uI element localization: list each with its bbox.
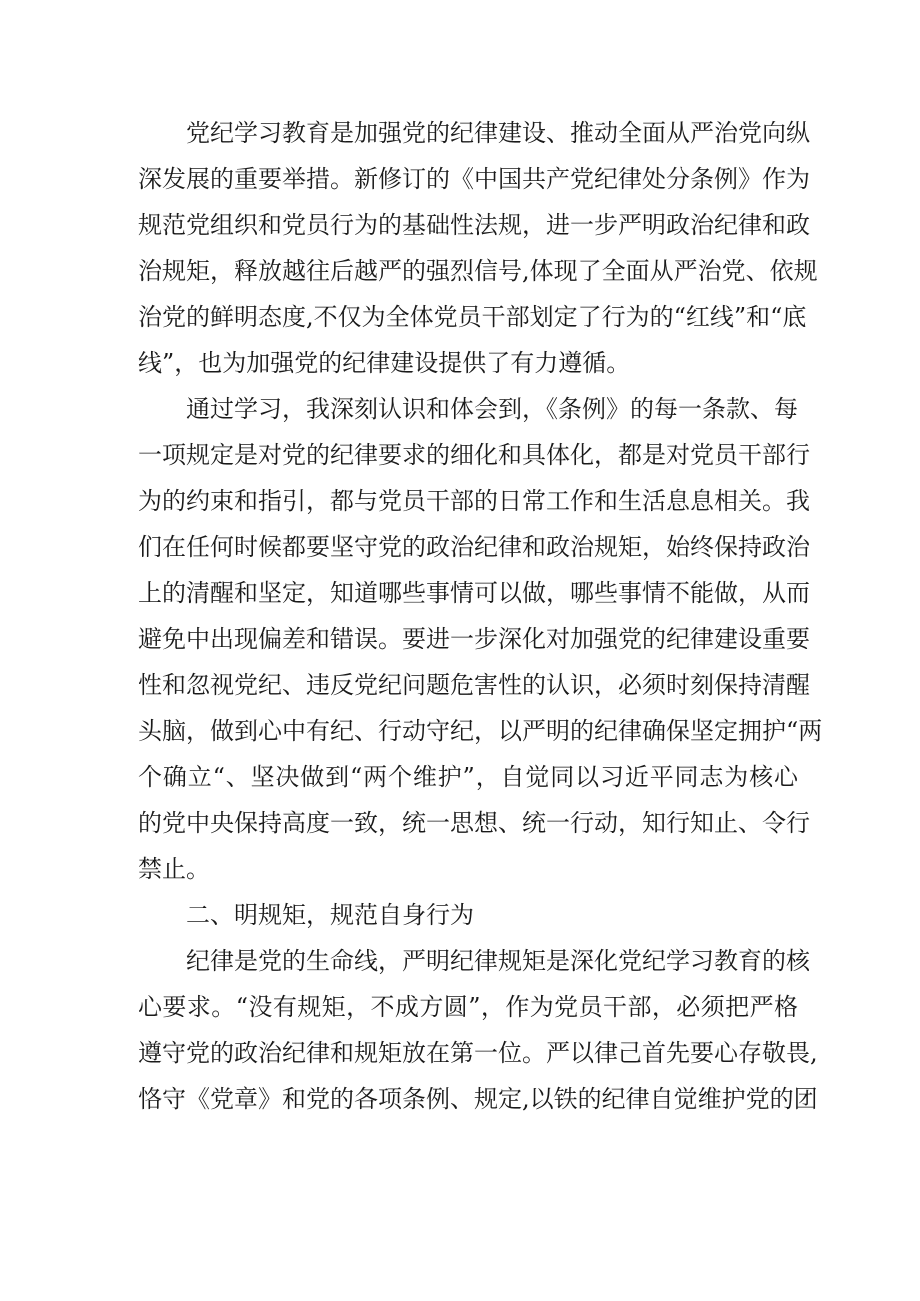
section-heading: 二、明规矩，规范自身行为 (186, 901, 474, 929)
paragraph-discipline-education (138, 110, 818, 386)
paragraph-line: 头脑，做到心中有纪、行动守纪，以严明的纪律确保坚定拥护“两 (138, 717, 823, 745)
paragraph-line: 避免中出现偏差和错误。要进一步深化对加强党的纪律建设重要 (138, 625, 810, 653)
paragraph-line: 禁止。 (138, 855, 210, 883)
paragraph-line: 通过学习，我深刻认识和体会到，《条例》的每一条款、每 (186, 395, 798, 423)
paragraph-line: 性和忽视党纪、违反党纪问题危害性的认识，必须时刻保持清醒 (138, 671, 810, 699)
paragraph-line: 治党的鲜明态度,不仅为全体党员干部划定了行为的“红线”和“底 (138, 303, 807, 331)
paragraph-line: 为的约束和指引，都与党员干部的日常工作和生活息息相关。我 (138, 487, 810, 515)
paragraph-line: 的党中央保持高度一致，统一思想、统一行动，知行知止、令行 (138, 809, 810, 837)
paragraph-line: 恪守《党章》和党的各项条例、规定,以铁的纪律自觉维护党的团 (138, 1085, 818, 1113)
paragraph-study-understanding (138, 386, 823, 892)
paragraph-line: 一项规定是对党的纪律要求的细化和具体化，都是对党员干部行 (138, 441, 810, 469)
document-body (138, 110, 823, 1122)
paragraph-line: 党纪学习教育是加强党的纪律建设、推动全面从严治党向纵 (186, 119, 810, 147)
paragraph-line: 心要求。“没有规矩，不成方圆”，作为党员干部，必须把严格 (138, 993, 798, 1021)
paragraph-line: 遵守党的政治纪律和规矩放在第一位。严以律己首先要心存敬畏, (138, 1039, 818, 1067)
paragraph-line: 规范党组织和党员行为的基础性法规，进一步严明政治纪律和政 (138, 211, 810, 239)
paragraph-discipline-rules (138, 938, 818, 1122)
paragraph-line: 深发展的重要举措。新修订的《中国共产党纪律处分条例》作为 (138, 165, 810, 193)
paragraph-line: 治规矩，释放越往后越严的强烈信号,体现了全面从严治党、依规 (138, 257, 818, 285)
paragraph-line: 们在任何时候都要坚守党的政治纪律和政治规矩，始终保持政治 (138, 533, 810, 561)
paragraph-line: 线”，也为加强党的纪律建设提供了有力遵循。 (138, 349, 631, 377)
paragraph-line: 上的清醒和坚定，知道哪些事情可以做，哪些事情不能做，从而 (138, 579, 810, 607)
paragraph-line: 纪律是党的生命线，严明纪律规矩是深化党纪学习教育的核 (186, 947, 810, 975)
paragraph-line: 个确立“、坚决做到“两个维护”，自觉同以习近平同志为核心 (138, 763, 798, 791)
